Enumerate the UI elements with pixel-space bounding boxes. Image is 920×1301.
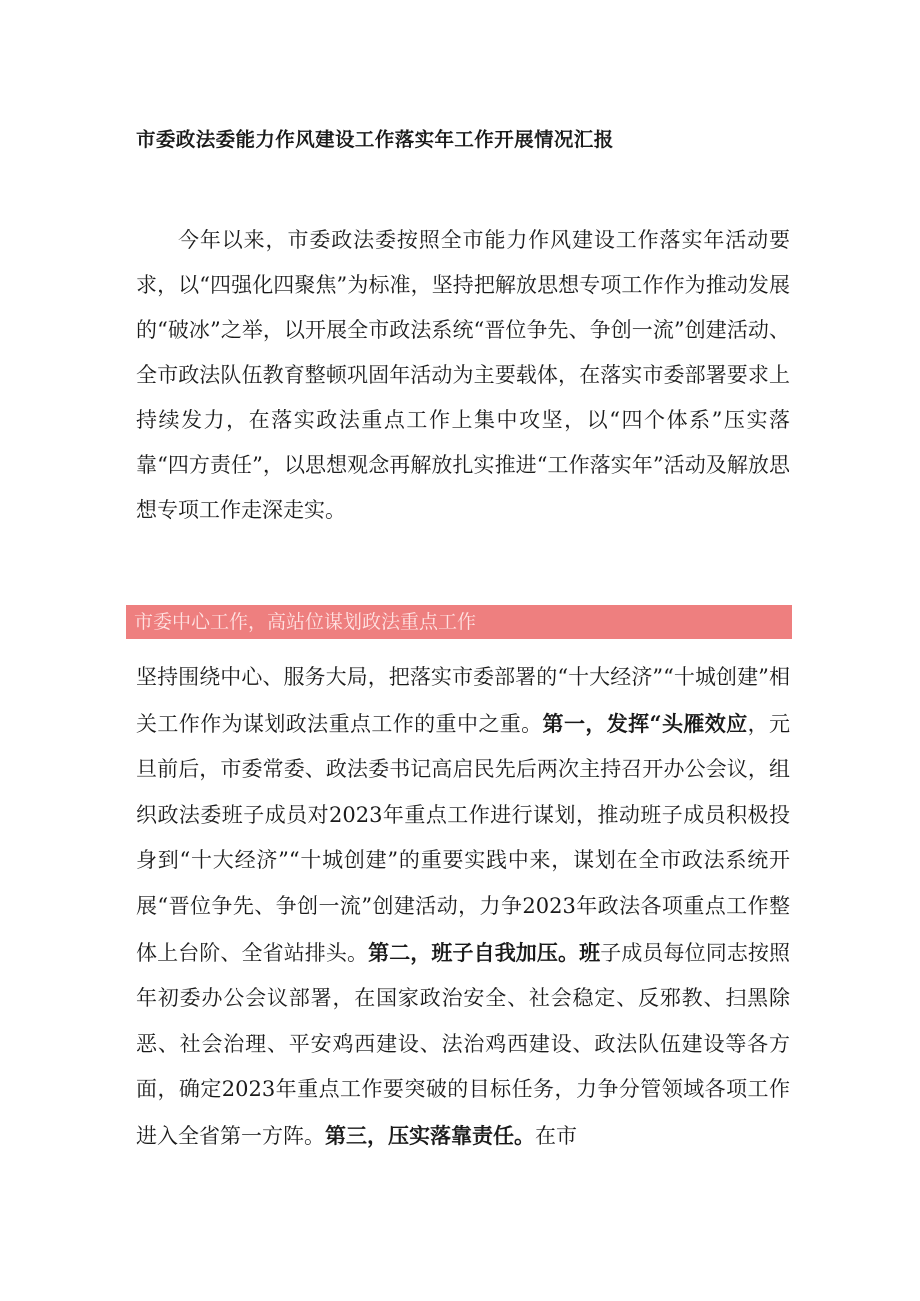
document-title: 市委政法委能力作风建设工作落实年工作开展情况汇报 (136, 128, 614, 151)
body-text-segment: 子成员每位同志按照年初委办公会议部署，在国家政治安全、社会稳定、反邪教、扫黑除恶、社会治理、平安鸡西建设、法治鸡西建设、政法队伍建设等各方面，确定2023年重点工作要突破的目标任务，力争分管领域各项工作进入全省第一方阵。 (136, 940, 791, 1148)
bold-fragment: 班 (579, 939, 601, 965)
section-heading-bar (126, 605, 792, 639)
intro-paragraph: 今年以来，市委政法委按照全市能力作风建设工作落实年活动要求，以“四强化四聚焦”为标准，坚持把解放思想专项工作作为推动发展的“破冰”之举，以开展全市政法系统“晋位争先、争创一流”创建活动、全市政法队伍教育整顿巩固年活动为主要载体，在落实市委部署要求上持续发力，在落实政法重点工作上集中攻坚，以“四个体系”压实落靠“四方责任”，以思想观念再解放扎实推进“工作落实年”活动及解放思想专项工作走深走实。 (136, 228, 790, 522)
body-text-segment: 坚持围绕中心、服务大局，把落实市委部署的“十大经济”“十城创建”相关工作作为谋划政法重点工作的重中之重。 (136, 665, 790, 736)
body-text-segment: 在市 (535, 1123, 577, 1148)
bold-point-third: 第三，压实落靠责任。 (325, 1122, 535, 1148)
bold-point-second: 第二，班子自我加压。 (368, 939, 580, 965)
bold-point-first: 第一，发挥“头雁效应 (542, 710, 748, 736)
body-paragraph (136, 655, 790, 1160)
section-heading: 市委中心工作，高站位谋划政法重点工作 (134, 611, 477, 633)
body-text-segment: ，元旦前后，市委常委、政法委书记高启民先后两次主持召开办公会议，组织政法委班子成员对2023年重点工作进行谋划，推动班子成员积极投身到“十大经济”“十城创建”的重要实践中来，谋划在全市政法系统开展“晋位争先、争创一流”创建活动，力争2023年政法各项重点工作整体上台阶、全省站排头。 (136, 711, 791, 965)
